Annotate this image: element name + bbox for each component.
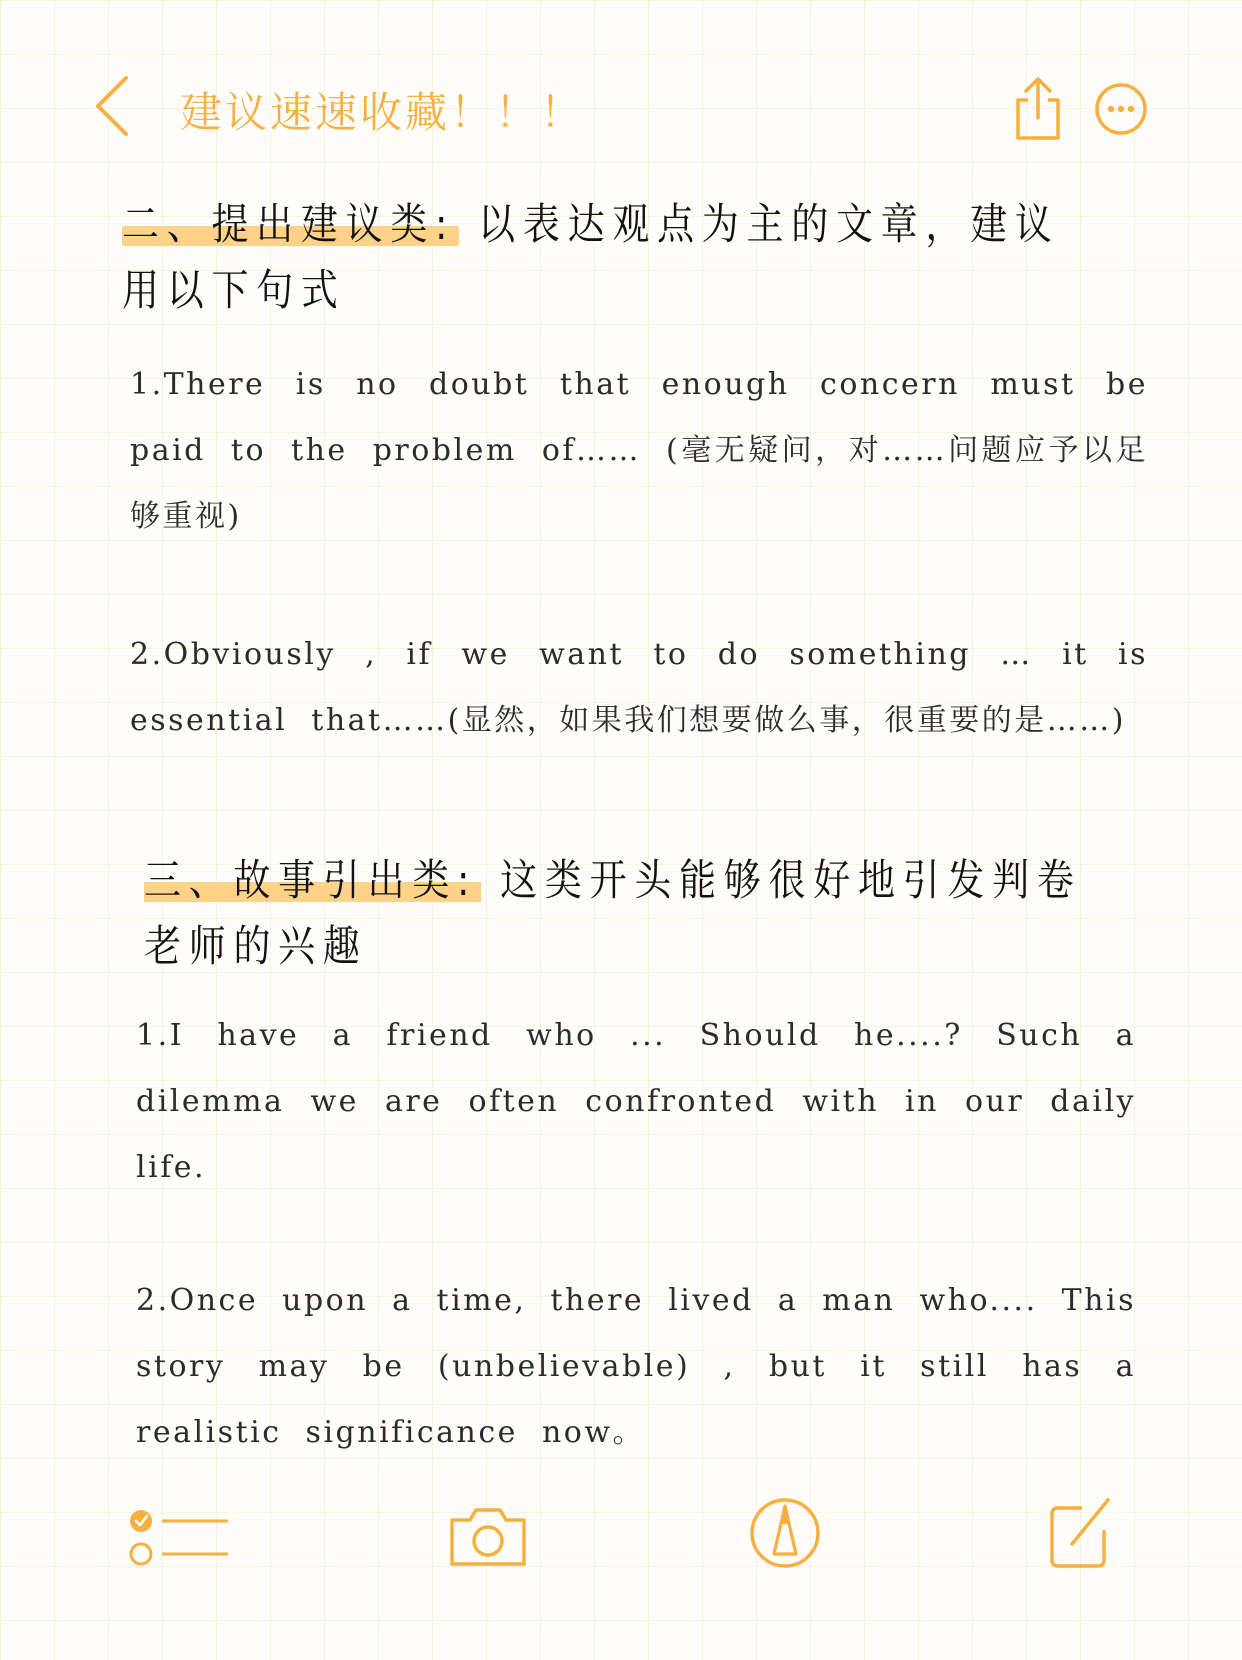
bottom-toolbar bbox=[0, 1490, 1242, 1600]
chevron-left-icon bbox=[88, 74, 138, 138]
section3-heading-highlight: 三、故事引出类: bbox=[144, 856, 481, 906]
top-nav-bar bbox=[0, 0, 1242, 200]
section2-item-1: 1.There is no doubt that enough concern must be paid to the problem of…… (毫无疑问，对……问题应予以足够重视) bbox=[130, 367, 1148, 534]
pen-button[interactable] bbox=[748, 1496, 822, 1570]
section3-heading-text: 这类开头能够很好地引发判卷老师的兴趣 bbox=[144, 856, 1082, 972]
back-button[interactable] bbox=[88, 74, 138, 138]
compose-icon bbox=[1046, 1496, 1112, 1570]
section2-heading-highlight: 二、提出建议类: bbox=[122, 200, 459, 250]
note-title: 建议速速收藏！！！ bbox=[180, 88, 586, 137]
section2-heading bbox=[122, 192, 1077, 324]
share-button[interactable] bbox=[1012, 76, 1064, 142]
compose-button[interactable] bbox=[1046, 1496, 1112, 1570]
section2-item-2: 2.Obviously , if we want to do something … it is essential that……(显然，如果我们想要做么事，很重要的是……) bbox=[130, 637, 1148, 738]
section3-item-2: 2.Once upon a time, there lived a man who.... This story may be (unbelievable) , but it still has a realistic significance now。 bbox=[136, 1283, 1136, 1450]
more-button[interactable] bbox=[1094, 82, 1148, 136]
camera-icon bbox=[446, 1504, 530, 1570]
section3-item-1: 1.I have a friend who ... Should he....? Such a dilemma we are often confronted with in our daily life. bbox=[136, 1018, 1136, 1185]
section3-heading bbox=[144, 848, 1090, 980]
pen-icon bbox=[748, 1496, 822, 1570]
more-icon bbox=[1094, 82, 1148, 136]
camera-button[interactable] bbox=[446, 1504, 530, 1570]
checklist-icon bbox=[128, 1504, 232, 1568]
section2-heading-text: 以表达观点为主的文章，建议用以下句式 bbox=[122, 200, 1060, 316]
checklist-button[interactable] bbox=[128, 1504, 232, 1568]
share-icon bbox=[1012, 76, 1064, 142]
